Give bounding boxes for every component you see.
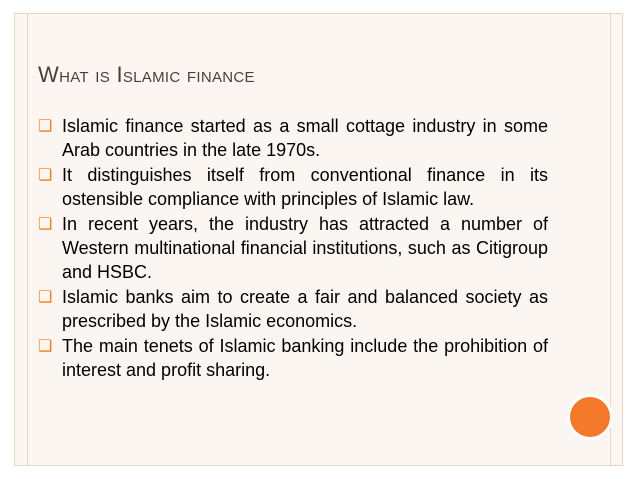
decorative-orange-circle <box>567 394 613 440</box>
bullet-item <box>38 163 548 211</box>
square-bullet-icon: ❏ <box>38 287 53 306</box>
bullet-text: It distinguishes itself from conventional finance in its ostensible compliance with principles of Islamic law. <box>62 165 548 209</box>
square-bullet-icon: ❏ <box>38 165 53 184</box>
bullet-item <box>38 212 548 284</box>
bullet-list <box>38 114 548 383</box>
bullet-item <box>38 114 548 162</box>
slide-title: What is Islamic finance <box>38 62 255 87</box>
square-bullet-icon: ❏ <box>38 336 53 355</box>
square-bullet-icon: ❏ <box>38 214 53 233</box>
bullet-item <box>38 334 548 382</box>
bullet-item <box>38 285 548 333</box>
bullet-text: The main tenets of Islamic banking include the prohibition of interest and profit sharing. <box>62 336 548 380</box>
left-divider <box>27 13 28 466</box>
square-bullet-icon: ❏ <box>38 116 53 135</box>
right-divider <box>610 13 611 466</box>
bullet-text: Islamic finance started as a small cottage industry in some Arab countries in the late 1970s. <box>62 116 548 160</box>
bullet-text: In recent years, the industry has attracted a number of Western multinational financial institutions, such as Citigroup and HSBC. <box>62 214 548 282</box>
bullet-text: Islamic banks aim to create a fair and balanced society as prescribed by the Islamic economics. <box>62 287 548 331</box>
